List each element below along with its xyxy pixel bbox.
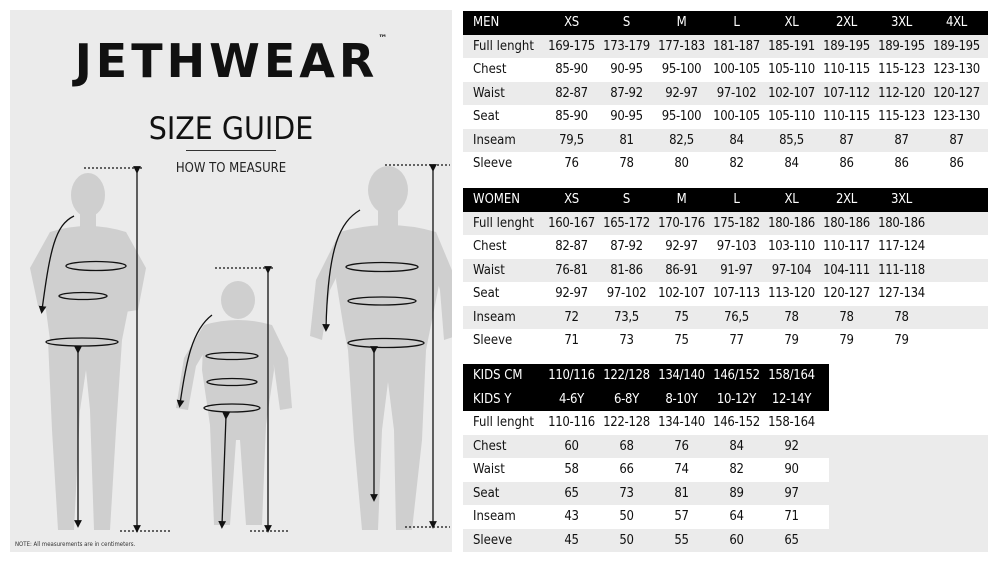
table-cell: 76 xyxy=(674,438,689,454)
table-cell: 78 xyxy=(894,309,909,325)
size-header: 2XL xyxy=(835,192,858,208)
table-row xyxy=(463,482,988,506)
table-cell: 68 xyxy=(619,438,634,454)
table-row xyxy=(463,505,988,529)
table-cell: 104-111 xyxy=(823,262,870,278)
table-cell: 82-87 xyxy=(555,85,588,101)
table-cell: 181-187 xyxy=(713,38,760,54)
table-cell: 110-115 xyxy=(823,109,870,125)
table-cell: 85-90 xyxy=(555,109,588,125)
table-cell: 81 xyxy=(619,132,634,148)
row-label: Waist xyxy=(473,85,505,101)
row-label: Waist xyxy=(473,462,505,478)
table-cell: 107-113 xyxy=(713,286,760,302)
table-cell: 97-102 xyxy=(606,286,647,302)
table-cell: 86 xyxy=(949,156,964,172)
table-cell: 78 xyxy=(784,309,799,325)
table-cell: 100-105 xyxy=(713,109,760,125)
table-cell: 82 xyxy=(729,462,744,478)
table-cell: 87 xyxy=(949,132,964,148)
table-cell: 65 xyxy=(784,532,799,548)
table-cell: 92-97 xyxy=(665,239,698,255)
table-cell: 123-130 xyxy=(933,62,980,78)
table-cell: 95-100 xyxy=(661,62,702,78)
table-cell: 100-105 xyxy=(713,62,760,78)
table-cell: 120-127 xyxy=(933,85,980,101)
size-header: XS xyxy=(564,192,579,208)
size-header: XL xyxy=(784,15,799,31)
table-cell: 79 xyxy=(894,333,909,349)
table-cell: 110-116 xyxy=(548,415,595,431)
table-row xyxy=(463,259,988,283)
row-label: Full lenght xyxy=(473,415,534,431)
brand-logo: JETHWEAR™ xyxy=(74,34,388,88)
table-cell: 79,5 xyxy=(559,132,584,148)
row-label: Full lenght xyxy=(473,38,534,54)
row-label: Seat xyxy=(473,109,500,125)
table-cell: 180-186 xyxy=(878,215,925,231)
table-cell: 64 xyxy=(729,509,744,525)
table-cell: 73,5 xyxy=(614,309,639,325)
size-guide-title: SIZE GUIDE xyxy=(148,111,314,147)
row-label: Full lenght xyxy=(473,215,534,231)
table-cell: 92 xyxy=(784,438,799,454)
table-cell: 57 xyxy=(674,509,689,525)
table-cell: 60 xyxy=(729,532,744,548)
table-cell: 170-176 xyxy=(658,215,705,231)
men-size-table xyxy=(463,11,988,176)
row-label: Waist xyxy=(473,262,505,278)
table-cell: 111-118 xyxy=(878,262,925,278)
table-cell: 43 xyxy=(564,509,579,525)
size-header: 110/116 xyxy=(548,368,595,384)
table-cell: 189-195 xyxy=(878,38,925,54)
table-cell: 91-97 xyxy=(720,262,753,278)
table-cell: 90-95 xyxy=(610,109,643,125)
women-header-row xyxy=(463,188,988,212)
women-header-label: WOMEN xyxy=(473,192,520,208)
table-cell: 122-128 xyxy=(603,415,650,431)
table-cell: 78 xyxy=(619,156,634,172)
row-label: Inseam xyxy=(473,132,516,148)
size-header: XS xyxy=(564,15,579,31)
table-cell: 73 xyxy=(619,333,634,349)
kids-size-table xyxy=(463,364,988,552)
table-cell: 177-183 xyxy=(658,38,705,54)
table-cell: 97-102 xyxy=(716,85,757,101)
table-cell: 113-120 xyxy=(768,286,815,302)
table-cell: 97-103 xyxy=(716,239,757,255)
size-header: S xyxy=(622,15,631,31)
table-cell: 87 xyxy=(839,132,854,148)
table-cell: 50 xyxy=(619,509,634,525)
table-cell: 55 xyxy=(674,532,689,548)
table-cell: 127-134 xyxy=(878,286,925,302)
table-cell: 189-195 xyxy=(933,38,980,54)
table-cell: 90-95 xyxy=(610,62,643,78)
row-label: Seat xyxy=(473,286,500,302)
table-cell: 75 xyxy=(674,333,689,349)
table-row xyxy=(463,212,988,236)
table-cell: 73 xyxy=(619,485,634,501)
table-cell: 105-110 xyxy=(768,109,815,125)
table-cell: 160-167 xyxy=(548,215,595,231)
size-header: S xyxy=(622,192,631,208)
table-cell: 76 xyxy=(564,156,579,172)
table-cell: 87 xyxy=(894,132,909,148)
table-cell: 84 xyxy=(729,438,744,454)
table-cell: 86 xyxy=(839,156,854,172)
table-cell: 66 xyxy=(619,462,634,478)
table-cell: 95-100 xyxy=(661,109,702,125)
table-row xyxy=(463,82,988,106)
table-cell: 175-182 xyxy=(713,215,760,231)
table-row xyxy=(463,282,988,306)
row-label: Chest xyxy=(473,239,507,255)
how-to-measure-subtitle: HOW TO MEASURE xyxy=(175,161,287,176)
table-cell: 123-130 xyxy=(933,109,980,125)
table-cell: 72 xyxy=(564,309,579,325)
table-cell: 79 xyxy=(839,333,854,349)
table-cell: 82 xyxy=(729,156,744,172)
table-cell: 65 xyxy=(564,485,579,501)
table-cell: 90 xyxy=(784,462,799,478)
size-header: 2XL xyxy=(835,15,858,31)
table-cell: 84 xyxy=(729,132,744,148)
table-cell: 115-123 xyxy=(878,62,925,78)
men-header-row xyxy=(463,11,988,35)
kids-cm-label: KIDS CM xyxy=(473,368,523,384)
table-cell: 134-140 xyxy=(658,415,705,431)
men-header-label: MEN xyxy=(473,15,500,31)
table-cell: 75 xyxy=(674,309,689,325)
table-cell: 92-97 xyxy=(555,286,588,302)
table-cell: 89 xyxy=(729,485,744,501)
table-cell: 105-110 xyxy=(768,62,815,78)
size-header: M xyxy=(676,192,687,208)
table-cell: 110-117 xyxy=(823,239,870,255)
row-label: Chest xyxy=(473,62,507,78)
table-cell: 60 xyxy=(564,438,579,454)
table-cell: 92-97 xyxy=(665,85,698,101)
row-label: Inseam xyxy=(473,509,516,525)
table-cell: 112-120 xyxy=(878,85,925,101)
table-cell: 58 xyxy=(564,462,579,478)
table-cell: 71 xyxy=(784,509,799,525)
table-cell: 81-86 xyxy=(610,262,643,278)
table-cell: 77 xyxy=(729,333,744,349)
table-cell: 45 xyxy=(564,532,579,548)
measurement-note: NOTE: All measurements are in centimeters. xyxy=(15,541,136,548)
table-cell: 185-191 xyxy=(768,38,815,54)
table-row xyxy=(463,235,988,259)
table-cell: 82-87 xyxy=(555,239,588,255)
age-header: 6-8Y xyxy=(613,391,640,407)
table-row xyxy=(463,306,988,330)
measurement-figures xyxy=(10,10,452,552)
table-row xyxy=(463,105,988,129)
table-cell: 102-107 xyxy=(768,85,815,101)
row-label: Seat xyxy=(473,485,500,501)
table-cell: 79 xyxy=(784,333,799,349)
table-cell: 107-112 xyxy=(823,85,870,101)
table-cell: 85,5 xyxy=(779,132,804,148)
table-row xyxy=(463,58,988,82)
table-cell: 84 xyxy=(784,156,799,172)
table-cell: 87-92 xyxy=(610,85,643,101)
table-cell: 87-92 xyxy=(610,239,643,255)
table-cell: 146-152 xyxy=(713,415,760,431)
table-cell: 86-91 xyxy=(665,262,698,278)
size-header: 122/128 xyxy=(603,368,650,384)
table-cell: 102-107 xyxy=(658,286,705,302)
table-row xyxy=(463,329,988,353)
size-header: M xyxy=(676,15,687,31)
size-header: 4XL xyxy=(945,15,968,31)
age-header: 10-12Y xyxy=(716,391,757,407)
table-cell: 158-164 xyxy=(768,415,815,431)
kids-age-label: KIDS Y xyxy=(473,391,512,407)
table-cell: 76-81 xyxy=(555,262,588,278)
age-header: 8-10Y xyxy=(665,391,698,407)
women-size-table xyxy=(463,188,988,353)
table-cell: 117-124 xyxy=(878,239,925,255)
table-row xyxy=(463,411,988,435)
row-label: Inseam xyxy=(473,309,516,325)
row-label: Sleeve xyxy=(473,333,513,349)
table-cell: 76,5 xyxy=(724,309,749,325)
table-cell: 115-123 xyxy=(878,109,925,125)
table-cell: 85-90 xyxy=(555,62,588,78)
table-cell: 169-175 xyxy=(548,38,595,54)
woman-figure xyxy=(30,173,146,530)
table-row xyxy=(463,529,988,553)
table-cell: 50 xyxy=(619,532,634,548)
table-cell: 97 xyxy=(784,485,799,501)
age-header: 12-14Y xyxy=(771,391,812,407)
table-cell: 110-115 xyxy=(823,62,870,78)
size-header: 3XL xyxy=(890,192,913,208)
table-cell: 74 xyxy=(674,462,689,478)
size-header: 146/152 xyxy=(713,368,760,384)
size-header: L xyxy=(733,15,740,31)
table-cell: 71 xyxy=(564,333,579,349)
table-cell: 173-179 xyxy=(603,38,650,54)
table-row xyxy=(463,35,988,59)
table-cell: 180-186 xyxy=(823,215,870,231)
table-cell: 165-172 xyxy=(603,215,650,231)
row-label: Sleeve xyxy=(473,532,513,548)
table-row xyxy=(463,152,988,176)
table-cell: 103-110 xyxy=(768,239,815,255)
table-cell: 86 xyxy=(894,156,909,172)
kids-age-header-row xyxy=(463,388,988,412)
table-row xyxy=(463,435,988,459)
table-row xyxy=(463,458,988,482)
size-header: XL xyxy=(784,192,799,208)
size-header: L xyxy=(733,192,740,208)
table-cell: 189-195 xyxy=(823,38,870,54)
size-header: 134/140 xyxy=(658,368,705,384)
child-figure xyxy=(176,281,292,525)
how-to-measure-panel xyxy=(10,10,452,552)
table-cell: 180-186 xyxy=(768,215,815,231)
size-header: 158/164 xyxy=(768,368,815,384)
table-cell: 81 xyxy=(674,485,689,501)
table-cell: 80 xyxy=(674,156,689,172)
table-cell: 120-127 xyxy=(823,286,870,302)
age-header: 4-6Y xyxy=(558,391,585,407)
table-row xyxy=(463,129,988,153)
row-label: Chest xyxy=(473,438,507,454)
row-label: Sleeve xyxy=(473,156,513,172)
table-cell: 78 xyxy=(839,309,854,325)
table-cell: 82,5 xyxy=(669,132,694,148)
table-cell: 97-104 xyxy=(771,262,812,278)
kids-cm-header-row xyxy=(463,364,988,388)
size-header: 3XL xyxy=(890,15,913,31)
